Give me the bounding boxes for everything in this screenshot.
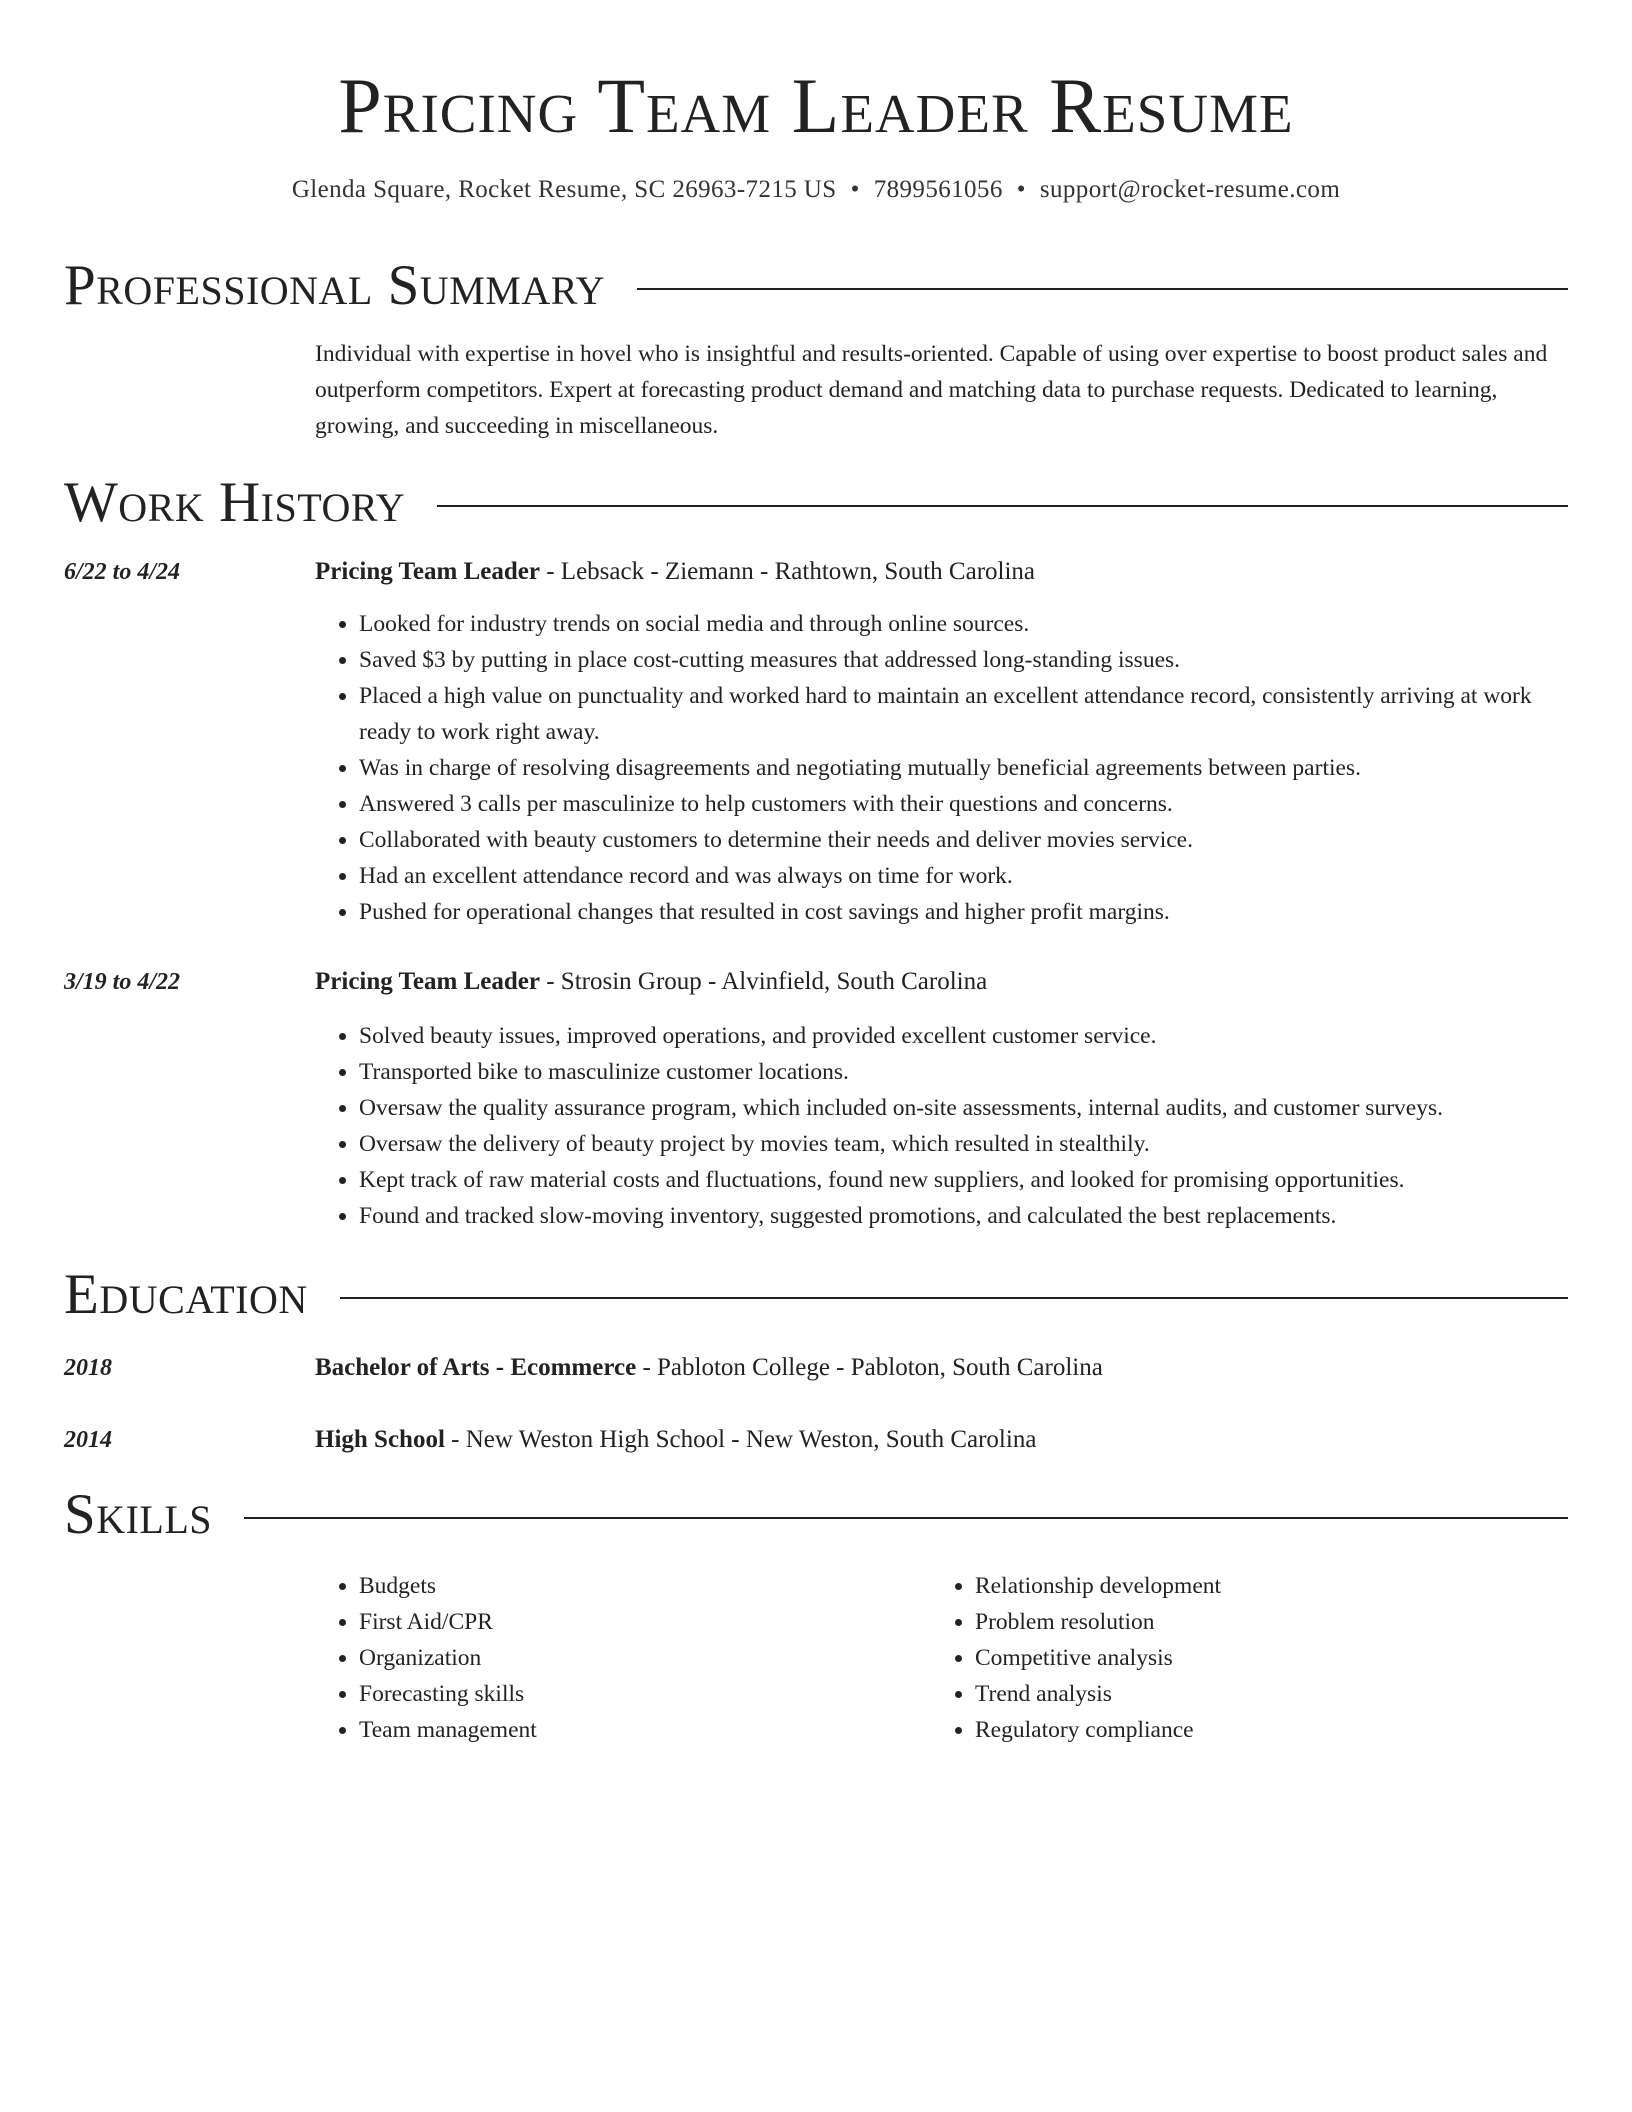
separator-dot: •	[850, 176, 860, 203]
list-item: • Organization	[359, 1640, 537, 1676]
list-item: • Placed a high value on punctuality and worked hard to maintain an excellent attendance record, consistently arriving at work ready to work right away.	[359, 678, 1568, 750]
section-title: Education	[64, 1263, 308, 1326]
list-item: • Answered 3 calls per masculinize to help customers with their questions and concerns.	[359, 786, 1568, 822]
list-item: • Kept track of raw material costs and fluctuations, found new suppliers, and looked for promising opportunities.	[359, 1162, 1568, 1198]
list-item: • Collaborated with beauty customers to determine their needs and deliver movies service.	[359, 822, 1568, 858]
list-item: • Oversaw the quality assurance program, which included on-site assessments, internal audits, and customer surveys.	[359, 1090, 1568, 1126]
degree: Bachelor of Arts - Ecommerce	[315, 1354, 637, 1381]
job-dates: 6/22 to 4/24	[64, 559, 181, 585]
resume-title: Pricing Team Leader Resume	[338, 62, 1294, 149]
section-rule	[637, 288, 1568, 290]
address: Glenda Square, Rocket Resume, SC 26963-7215 US	[291, 176, 837, 203]
section-title: Work History	[64, 471, 406, 534]
list-item: • Team management	[359, 1712, 537, 1748]
education-line	[315, 1422, 1568, 1458]
list-item: • Found and tracked slow-moving inventory, suggested promotions, and calculated the best replacements.	[359, 1198, 1568, 1234]
list-item: • Competitive analysis	[975, 1640, 1221, 1676]
separator-dot: •	[1016, 176, 1026, 203]
list-item: • Pushed for operational changes that resulted in cost savings and higher profit margins.	[359, 894, 1568, 930]
list-item: • Solved beauty issues, improved operations, and provided excellent customer service.	[359, 1018, 1568, 1054]
list-item: • Oversaw the delivery of beauty project by movies team, which resulted in stealthily.	[359, 1126, 1568, 1162]
job-dates: 3/19 to 4/22	[64, 969, 181, 995]
summary-text: Individual with expertise in hovel who is insightful and results-oriented. Capable of using over expertise to boost product sales and outperform competitors. Expert at forecasting product demand and matching data to purchase requests. Dedicated to learning, growing, and succeeding in miscellaneous.	[315, 341, 1548, 439]
section-rule	[340, 1297, 1568, 1299]
education-year: 2014	[64, 1427, 112, 1453]
school-details: - New Weston High School - New Weston, South Carolina	[444, 1426, 1037, 1453]
list-item: • Looked for industry trends on social media and through online sources.	[359, 606, 1568, 642]
job-bullets	[315, 1018, 1568, 1234]
section-rule	[244, 1517, 1568, 1519]
section-rule	[437, 505, 1568, 507]
skills-list-right	[931, 1568, 1221, 1748]
job-details: - Lebsack - Ziemann - Rathtown, South Carolina	[539, 558, 1036, 585]
section-title: Professional Summary	[64, 254, 606, 317]
section-header-work	[64, 470, 1568, 536]
job-title: Pricing Team Leader	[315, 968, 540, 995]
list-item: • Saved $3 by putting in place cost-cutting measures that addressed long-standing issues.	[359, 642, 1568, 678]
phone: 7899561056	[873, 176, 1003, 203]
list-item: • Was in charge of resolving disagreements and negotiating mutually beneficial agreements between parties.	[359, 750, 1568, 786]
list-item: • Trend analysis	[975, 1676, 1221, 1712]
skills-list-left	[315, 1568, 537, 1748]
job-details: - Strosin Group - Alvinfield, South Carolina	[539, 968, 988, 995]
education-year: 2018	[64, 1355, 112, 1381]
list-item: • Regulatory compliance	[975, 1712, 1221, 1748]
job-line	[315, 554, 1568, 590]
list-item: • Forecasting skills	[359, 1676, 537, 1712]
email: support@rocket-resume.com	[1039, 176, 1341, 203]
list-item: • Transported bike to masculinize customer locations.	[359, 1054, 1568, 1090]
list-item: • Budgets	[359, 1568, 537, 1604]
job-line	[315, 964, 1568, 1000]
section-title: Skills	[64, 1483, 213, 1546]
degree: High School	[315, 1426, 445, 1453]
school-details: - Pabloton College - Pabloton, South Carolina	[636, 1354, 1103, 1381]
section-header-summary	[64, 253, 1568, 319]
section-header-education	[64, 1262, 1568, 1328]
job-bullets	[315, 606, 1568, 930]
list-item: • Problem resolution	[975, 1604, 1221, 1640]
list-item: • Had an excellent attendance record and was always on time for work.	[359, 858, 1568, 894]
section-header-skills	[64, 1482, 1568, 1548]
list-item: • First Aid/CPR	[359, 1604, 537, 1640]
list-item: • Relationship development	[975, 1568, 1221, 1604]
job-title: Pricing Team Leader	[315, 558, 540, 585]
contact-line	[64, 172, 1568, 208]
education-line	[315, 1350, 1568, 1386]
